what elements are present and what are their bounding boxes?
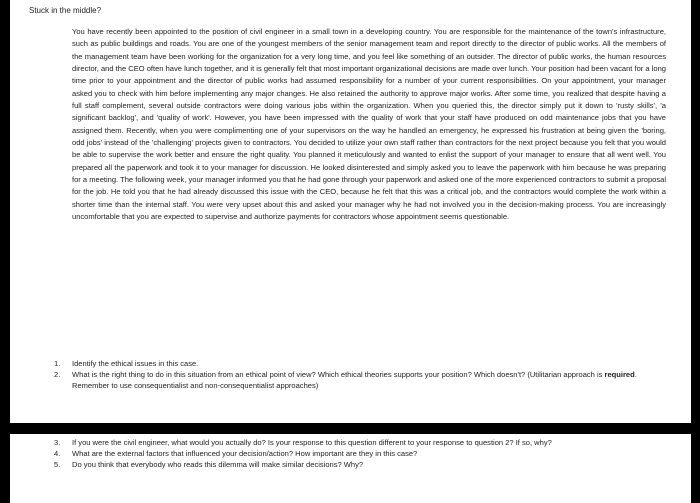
question-text: Do you think that everybody who reads this dilemma will make similar decisions? Why? bbox=[72, 460, 364, 469]
question-text: If you were the civil engineer, what would you actually do? Is your response to this question different to your response to question 2? If so, why? bbox=[72, 438, 552, 447]
question-list-page-2 bbox=[54, 437, 669, 470]
question-item bbox=[54, 437, 669, 448]
question-text-continued: . Remember to use consequentialist and non-consequentialist approaches) bbox=[72, 370, 637, 390]
document-page-1 bbox=[10, 0, 691, 423]
question-item bbox=[54, 358, 669, 369]
question-number: 5. bbox=[54, 460, 61, 469]
question-emphasis: required bbox=[604, 370, 635, 379]
question-text: Identify the ethical issues in this case. bbox=[72, 359, 199, 368]
question-number: 4. bbox=[54, 449, 61, 458]
question-item bbox=[54, 459, 669, 470]
question-list-page-1 bbox=[54, 358, 669, 391]
document-page-2 bbox=[10, 434, 691, 503]
question-item bbox=[54, 369, 669, 391]
question-number: 1. bbox=[54, 359, 61, 368]
question-number: 2. bbox=[54, 370, 61, 379]
question-item bbox=[54, 448, 669, 459]
case-title: Stuck in the middle? bbox=[29, 6, 102, 15]
case-text: You have recently been appointed to the position of civil engineer in a small town in a developing country. You are responsible for the maintenance of the town's infrastructure, such as public buildings and roads. You are one of the youngest members of the senior management team and report directly to the director of public works. All the members of the management team have been working for the organization for a very long time, and you feel like something of an outsider. The director of public works, the human resources director, and the CEO often have lunch together, and it is generally felt that most important organizational decisions are made over lunch. Your position had been vacant for a long time prior to your appointment and the director of public works had assumed responsibility for a number of your current responsibilities. On your appointment, your manager asked you to check with him before implementing any major changes. He also retained the authority to approve major works. After some time, you realized that despite having a full staff complement, several outside contractors were doing various jobs within the organization. When you queried this, the director simply put it down to 'rusty skills', 'a significant backlog', and 'quality of work'. However, you have been impressed with the quality of work that your staff have produced on odd maintenance jobs that you have assigned them. Recently, when you were complimenting one of your supervisors on the way he handled an emergency, he expressed his frustration at being given the 'boring, odd jobs' instead of the 'challenging' projects given to contractors. You decided to utilize your own staff rather than contractors for the next project because you felt that you would be able to supervise the work better and ensure the right quality. You planned it meticulously and wanted to enlist the support of your manager to ensure that all went well. You prepared all the paperwork and took it to your manager for discussion. He looked disinterested and simply asked you to leave the paperwork with him because he was preparing for a meeting. The following week, your manager informed you that he had gone through your paperwork and asked one of the more experienced contractors to submit a proposal for the job. He told you that he had already discussed this issue with the CEO, because he felt that this was a critical job, and the contractors would complete the work within a shorter time than the internal staff. You were very upset about this and asked your manager why he had not involved you in the decision-making process. You are increasingly uncomfortable that you are expected to supervise and authorize payments for contractors whose appointment seems questionable. bbox=[72, 27, 666, 222]
question-text: What are the external factors that influenced your decision/action? How important are they in this case? bbox=[72, 449, 418, 458]
question-text: What is the right thing to do in this situation from an ethical point of view? Which ethical theories supports your position? Which doesn't? (Utilitarian approach is bbox=[72, 370, 605, 379]
question-number: 3. bbox=[54, 438, 61, 447]
